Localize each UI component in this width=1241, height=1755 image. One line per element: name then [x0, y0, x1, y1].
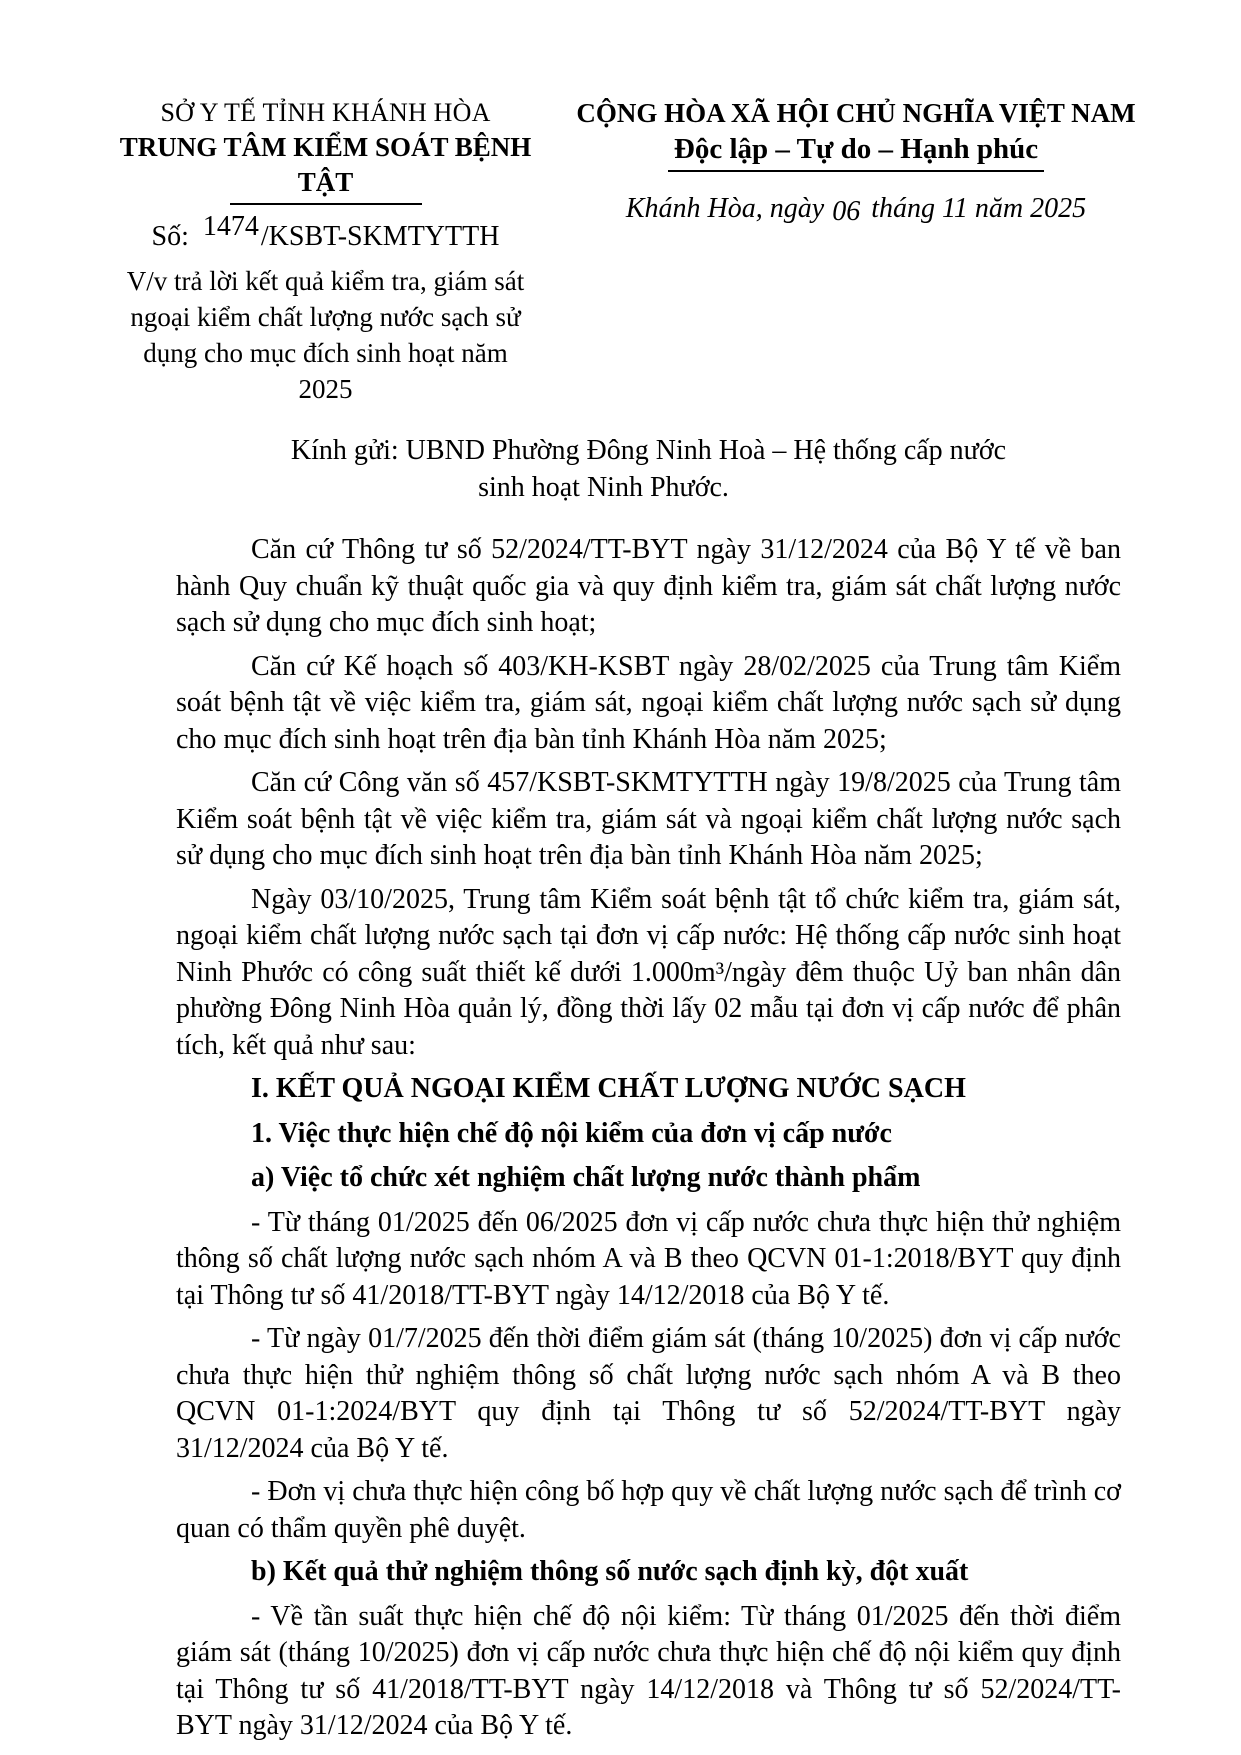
national-header-block: [556, 96, 1156, 226]
salutation-line-2: sinh hoạt Ninh Phước.: [478, 471, 729, 503]
document-body: [176, 433, 1121, 1745]
finding-item: - Về tần suất thực hiện chế độ nội kiểm: Từ tháng 01/2025 đến thời điểm giám sát (tháng 10/2025) đơn vị cấp nước chưa thực hiện chế độ nội kiểm quy định tại Thông tư số 41/2018/TT-BYT ngày 14/12/2018 và Thông tư số 52/2024/TT-BYT ngày 31/12/2024 của Bộ Y tế.: [176, 1600, 1121, 1741]
finding-item: - Đơn vị chưa thực hiện công bố hợp quy về chất lượng nước sạch để trình cơ quan có thẩm quyền phê duyệt.: [176, 1476, 1121, 1544]
issuing-agency-block: [103, 96, 548, 407]
salutation-line-1: Kính gửi: UBND Phường Đông Ninh Hoà – Hệ thống cấp nước: [290, 435, 1007, 466]
agency-underline: [230, 203, 422, 205]
subsection-1-heading: 1. Việc thực hiện chế độ nội kiểm của đơn vị cấp nước: [251, 1117, 892, 1149]
legal-basis-paragraph: Căn cứ Thông tư số 52/2024/TT-BYT ngày 31/12/2024 của Bộ Y tế về ban hành Quy chuẩn kỹ thuật quốc gia và quy định kiểm tra, giám sát chất lượng nước sạch sử dụng cho mục đích sinh hoạt;: [176, 534, 1121, 638]
document-number-line: [103, 211, 548, 257]
place-date-line: [556, 192, 1156, 226]
subsection-b-heading: b) Kết quả thử nghiệm thông số nước sạch định kỳ, đột xuất: [251, 1556, 969, 1587]
subsection-a-heading: a) Việc tổ chức xét nghiệm chất lượng nước thành phẩm: [251, 1162, 921, 1193]
document-number-suffix: /KSBT-SKMTYTTH: [260, 221, 500, 252]
legal-basis-paragraph: Căn cứ Kế hoạch số 403/KH-KSBT ngày 28/02/2025 của Trung tâm Kiểm soát bệnh tật về việc kiểm tra, giám sát, ngoại kiểm chất lượng nước sạch sử dụng cho mục đích sinh hoạt trên địa bàn tỉnh Khánh Hòa năm 2025;: [176, 650, 1121, 755]
section-1-heading: I. KẾT QUẢ NGOẠI KIỂM CHẤT LƯỢNG NƯỚC SẠCH: [251, 1073, 966, 1104]
date-suffix: tháng 11 năm 2025: [871, 193, 1087, 224]
date-prefix: Khánh Hòa, ngày: [625, 193, 825, 224]
salutation-block: [176, 433, 1121, 506]
date-day: 06: [832, 196, 861, 227]
national-motto: Độc lập – Tự do – Hạnh phúc: [668, 131, 1044, 172]
document-number-value: 1474: [202, 211, 259, 242]
document-number-label: Số:: [151, 221, 189, 252]
document-subject: V/v trả lời kết quả kiểm tra, giám sát ngoại kiểm chất lượng nước sạch sử dụng cho mục đích sinh hoạt năm 2025: [126, 266, 525, 404]
document-header: [0, 0, 1241, 407]
national-title: CỘNG HÒA XÃ HỘI CHỦ NGHĨA VIỆT NAM: [576, 98, 1136, 128]
finding-item: - Từ tháng 01/2025 đến 06/2025 đơn vị cấp nước chưa thực hiện thử nghiệm thông số chất lượng nước sạch nhóm A và B theo QCVN 01-1:2018/BYT quy định tại Thông tư số 41/2018/TT-BYT ngày 14/12/2018 của Bộ Y tế.: [176, 1206, 1121, 1311]
finding-item: - Từ ngày 01/7/2025 đến thời điểm giám sát (tháng 10/2025) đơn vị cấp nước chưa thực hiện thử nghiệm thông số chất lượng nước sạch nhóm A và B theo QCVN 01-1:2024/BYT quy định tại Thông tư số 52/2024/TT-BYT ngày 31/12/2024 của Bộ Y tế.: [176, 1323, 1121, 1464]
parent-agency-name: SỞ Y TẾ TỈNH KHÁNH HÒA: [160, 98, 491, 127]
legal-basis-paragraph: Căn cứ Công văn số 457/KSBT-SKMTYTTH ngày 19/8/2025 của Trung tâm Kiểm soát bệnh tật về việc kiểm tra, giám sát và ngoại kiểm chất lượng nước sạch sử dụng cho mục đích sinh hoạt trên địa bàn tỉnh Khánh Hòa năm 2025;: [176, 767, 1121, 871]
inspection-summary-paragraph: Ngày 03/10/2025, Trung tâm Kiểm soát bệnh tật tổ chức kiểm tra, giám sát, ngoại kiểm chất lượng nước sạch tại đơn vị cấp nước: Hệ thống cấp nước sinh hoạt Ninh Phước có công suất thiết kế dưới 1.000m³/ngày đêm thuộc Uỷ ban nhân dân phường Đông Ninh Hòa quản lý, đồng thời lấy 02 mẫu tại đơn vị cấp nước để phân tích, kết quả như sau:: [176, 883, 1121, 1061]
agency-name: TRUNG TÂM KIỂM SOÁT BỆNH TẬT: [119, 132, 532, 197]
